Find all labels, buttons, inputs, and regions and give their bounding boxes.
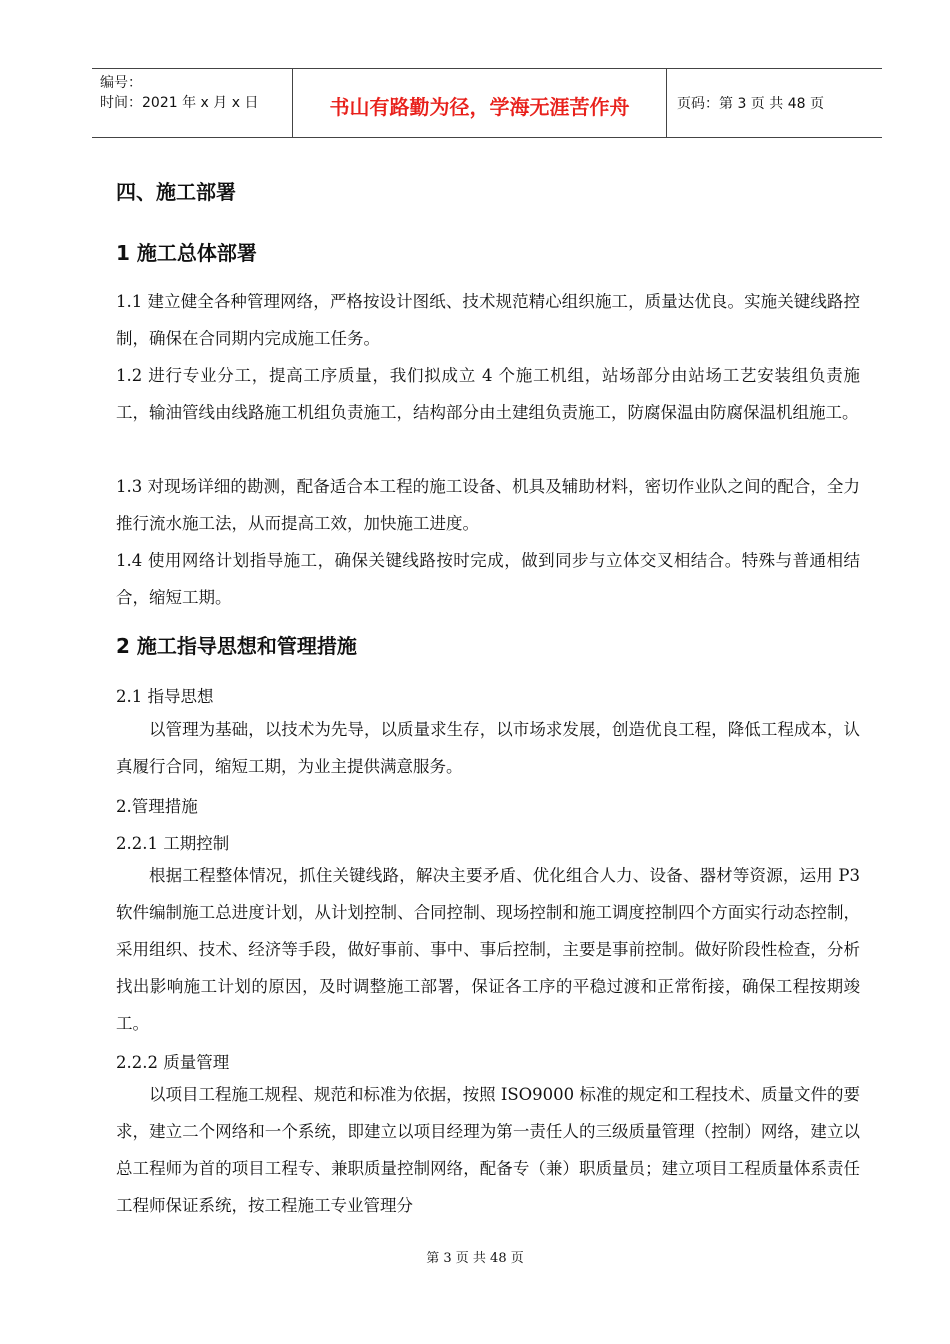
- paragraph-2-2-2: 以项目工程施工规程、规范和标准为依据，按照 ISO9000 标准的规定和工程技术、质量文件的要求，建立二个网络和一个系统，即建立以项目经理为第一责任人的三级质量管理（控制）网络，建立以总工程师为首的项目工程专、兼职质量控制网络，配备专（兼）职质量员；建立项目工程质量体系责任工程师保证系统，按工程施工专业管理分: [116, 1085, 860, 1215]
- heading-2-2-2: 2.2.2 质量管理: [116, 1053, 230, 1072]
- page-header: [92, 68, 882, 138]
- heading-2-1: 2.1 指导思想: [116, 687, 214, 706]
- subsection-title-2: 2 施工指导思想和管理措施: [116, 634, 357, 658]
- header-motto-cell: [293, 69, 667, 137]
- heading-2-2-1: 2.2.1 工期控制: [116, 834, 230, 853]
- paragraph-2-1: 以管理为基础，以技术为先导，以质量求生存，以市场求发展，创造优良工程，降低工程成本，认真履行合同，缩短工期，为业主提供满意服务。: [116, 720, 860, 776]
- paragraph-1-3: 1.3 对现场详细的勘测，配备适合本工程的施工设备、机具及辅助材料，密切作业队之间的配合，全力推行流水施工法，从而提高工效，加快施工进度。: [116, 477, 860, 533]
- paragraph-1-4: 1.4 使用网络计划指导施工，确保关键线路按时完成，做到同步与立体交叉相结合。特殊与普通相结合，缩短工期。: [116, 551, 860, 607]
- paragraph-1-1: 1.1 建立健全各种管理网络，严格按设计图纸、技术规范精心组织施工，质量达优良。实施关键线路控制，确保在合同期内完成施工任务。: [116, 292, 860, 348]
- document-time-label: 时间：2021 年 x 月 x 日: [100, 95, 259, 111]
- paragraph-1-2: 1.2 进行专业分工，提高工序质量，我们拟成立 4 个施工机组，站场部分由站场工艺安装组负责施工，输油管线由线路施工机组负责施工，结构部分由土建组负责施工，防腐保温由防腐保温机组施工。: [116, 366, 860, 422]
- document-number-label: 编号：: [100, 75, 142, 91]
- paragraph-2-2-1: 根据工程整体情况，抓住关键线路，解决主要矛盾、优化组合人力、设备、器材等资源，运用 P3 软件编制施工总进度计划，从计划控制、合同控制、现场控制和施工调度控制四个方面实行动态控制，采用组织、技术、经济等手段，做好事前、事中、事后控制，主要是事前控制。做好阶段性检查，分析找出影响施工计划的原因，及时调整施工部署，保证各工序的平稳过渡和正常衔接，确保工程按期竣工。: [116, 866, 860, 1033]
- header-info-cell: [92, 69, 293, 137]
- section-title: 四、施工部署: [116, 180, 236, 204]
- header-page-code: 页码：第 3 页 共 48 页: [677, 96, 824, 112]
- heading-2-2: 2.管理措施: [116, 797, 198, 816]
- header-page-cell: [667, 69, 882, 137]
- subsection-title-1: 1 施工总体部署: [116, 241, 257, 265]
- page-footer: 第 3 页 共 48 页: [426, 1251, 524, 1266]
- header-motto: 书山有路勤为径，学海无涯苦作舟: [329, 95, 630, 119]
